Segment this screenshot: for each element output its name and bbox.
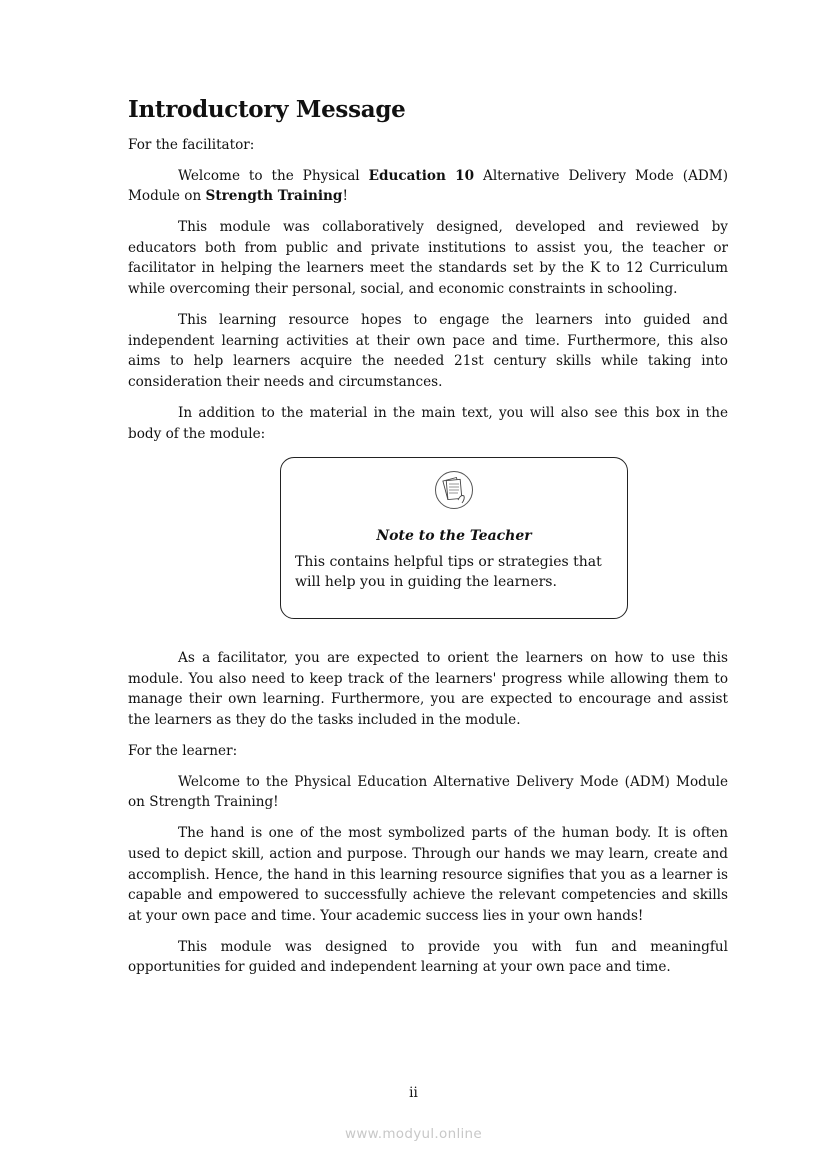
note-body: This contains helpful tips or strategies that will help you in guiding the learners. (295, 554, 602, 591)
facilitator-label: For the facilitator: (128, 137, 255, 153)
bold-module-name: Strength Training (205, 188, 343, 205)
notes-hand-icon (434, 470, 474, 510)
document-page (128, 96, 728, 989)
facilitator-paragraph: This module was collaboratively designed, developed and reviewed by educators both from public and private institutions to assist you, the teacher or facilitator in helping the learners meet the standards set by the K to 12 Curriculum while overcoming their personal, social, and economic constraints in schooling. (128, 219, 728, 298)
learner-label: For the learner: (128, 743, 238, 760)
text-span: ! (342, 188, 348, 205)
facilitator-paragraph: This learning resource hopes to engage the learners into guided and independent learning activities at their own pace and time. Furthermore, this also aims to help learners acquire the needed 21st century skills while taking into consideration their needs and circumstances. (128, 312, 728, 390)
learner-paragraph: Welcome to the Physical Education Alternative Delivery Mode (ADM) Module on Strength Training! (128, 773, 728, 811)
welcome-facilitator-paragraph (128, 166, 728, 207)
page-number: ii (409, 1085, 418, 1101)
bold-course: Education 10 (368, 167, 475, 184)
page-title: Introductory Message (128, 96, 406, 123)
facilitator-closing-paragraph: As a facilitator, you are expected to orient the learners on how to use this module. You also need to keep track of the learners' progress while allowing them to manage their own learning. Furthermore, you are expected to encourage and assist the learners as they do the tasks included in the module. (128, 650, 728, 728)
text-span: Alternative Delivery Mode (ADM) Module on (128, 167, 729, 205)
note-to-teacher-box (280, 457, 628, 619)
text-span: Welcome to the Physical (178, 167, 369, 184)
facilitator-paragraph: In addition to the material in the main text, you will also see this box in the body of the module: (128, 405, 728, 442)
watermark: www.modyul.online (344, 1126, 483, 1142)
learner-paragraph: The hand is one of the most symbolized parts of the human body. It is often used to depict skill, action and purpose. Through our hands we may learn, create and accomplish. Hence, the hand in this learning resource signifies that you as a learner is capable and empowered to successfully achieve the relevant competencies and skills at your own pace and time. Your academic success lies in your own hands! (128, 825, 728, 924)
learner-paragraph: This module was designed to provide you with fun and meaningful opportunities for guided and independent learning at your own pace and time. (128, 938, 728, 976)
note-title: Note to the Teacher (376, 528, 532, 545)
